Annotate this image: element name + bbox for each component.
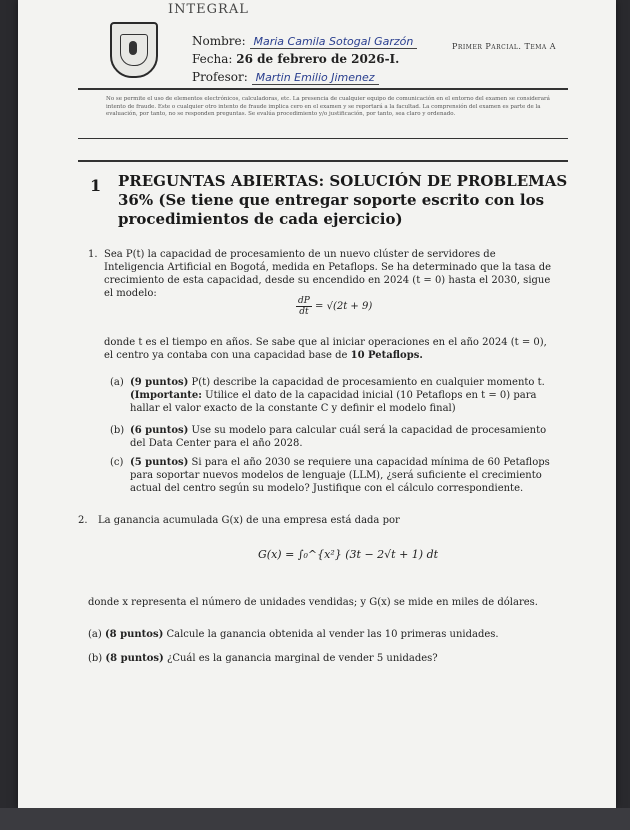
q1a-body (130, 376, 560, 415)
q1a-important-text: Utilice el dato de la capacidad inicial (10 Petaflops en t = 0) para hallar el valor exacto de la constante C y definir el modelo final) (130, 390, 537, 414)
q1-number: 1. (88, 249, 98, 260)
q2-after: donde x representa el número de unidades vendidas; y G(x) se mide en miles de dólares. (88, 597, 538, 608)
header-rule-bottom (78, 160, 568, 162)
date-value: 26 de febrero de 2026-I. (236, 52, 400, 66)
q1a-points: (9 puntos) (130, 377, 189, 388)
name-value: Maria Camila Sotogal Garzón (250, 35, 418, 49)
institution-fragment: INTEGRAL (168, 2, 249, 17)
q2a-label: (a) (88, 629, 102, 640)
q2b-points: (8 puntos) (105, 653, 164, 664)
university-logo-icon (110, 22, 158, 78)
name-field (192, 34, 417, 48)
exam-page (18, 0, 616, 808)
professor-field (192, 70, 379, 84)
q1c-text: Si para el año 2030 se requiere una capacidad mínima de 60 Petaflops para soportar nuevos modelos de lenguaje (LLM), ¿será suficiente el crecimiento actual del centro según su modelo? Justifique con el cálculo correspondiente. (130, 457, 550, 494)
disclaimer-text: No se permite el uso de elementos electrónicos, calculadoras, etc. La presencia de cualquier equipo de comunicación en el entorno del examen se considerará intento de fraude. Este o cualquier otro intento de fraude implica cero en el examen y se reportará a la facultad. La comprensión del examen es parte de la evaluación, por tanto, no se responden preguntas. Se evalúa procedimiento y/o justificación, por tanto, sea claro y ordenado. (106, 96, 550, 117)
professor-value: Martin Emilio Jimenez (252, 71, 379, 85)
q1a-important-label: (Importante: (130, 390, 202, 401)
q1a-text: P(t) describe la capacidad de procesamiento en cualquier momento t. (191, 377, 545, 388)
desk-background (0, 808, 630, 830)
q1b-label: (b) (110, 425, 125, 436)
q2b-text: ¿Cuál es la ganancia marginal de vender 5 unidades? (166, 653, 438, 664)
q1-eq-rhs: = √(2t + 9) (315, 301, 373, 312)
exam-label: Primer Parcial. Tema A (452, 42, 556, 51)
header-rule-top (78, 88, 568, 90)
q1b-body (130, 424, 560, 450)
q2-equation: G(x) = ∫₀^{x²} (3t − 2√t + 1) dt (258, 548, 439, 561)
q1-eq-num: dP (298, 296, 310, 306)
date-field (192, 52, 399, 66)
q2a-text: Calcule la ganancia obtenida al vender las 10 primeras unidades. (166, 629, 499, 640)
q1c-body (130, 456, 560, 495)
section-number: 1 (90, 176, 102, 195)
q1-after-text: donde t es el tiempo en años. Se sabe que al iniciar operaciones en el año 2024 (t = 0), el centro ya contaba con una capacidad base de (104, 337, 547, 361)
professor-label: Profesor: (192, 70, 248, 84)
q1-text: Sea P(t) la capacidad de procesamiento de un nuevo clúster de servidores de Inteligencia Artificial en Bogotá, medida en Petaflops. Se ha determinado que la tasa de crecimiento de esta capacidad, desde su encendido en 2024 (t = 0) hasta el 2030, sigue el modelo: (104, 249, 552, 299)
q2b-label: (b) (88, 653, 103, 664)
section-title: PREGUNTAS ABIERTAS: SOLUCIÓN DE PROBLEMAS 36% (Se tiene que entregar soporte escrito con los procedimientos de cada ejercicio) (118, 172, 568, 228)
name-label: Nombre: (192, 34, 246, 48)
q1-after (104, 336, 554, 362)
q1-after-bold: 10 Petaflops. (350, 350, 423, 361)
q1c-points: (5 puntos) (130, 457, 189, 468)
q1c-label: (c) (110, 457, 124, 468)
q2a-points: (8 puntos) (104, 629, 164, 640)
q1b-points: (6 puntos) (130, 425, 189, 436)
q2b-body (88, 652, 558, 665)
q2-text: La ganancia acumulada G(x) de una empresa está dada por (98, 515, 400, 526)
q1-equation (296, 296, 372, 317)
q1b-text: Use su modelo para calcular cuál será la capacidad de procesamiento del Data Center para el año 2028. (130, 425, 547, 449)
q2-number: 2. (78, 515, 88, 526)
date-label: Fecha: (192, 52, 233, 66)
header-rule-mid (78, 138, 568, 139)
q1-eq-den: dt (299, 307, 309, 317)
q2a-body (88, 628, 558, 641)
q1a-label: (a) (110, 377, 124, 388)
